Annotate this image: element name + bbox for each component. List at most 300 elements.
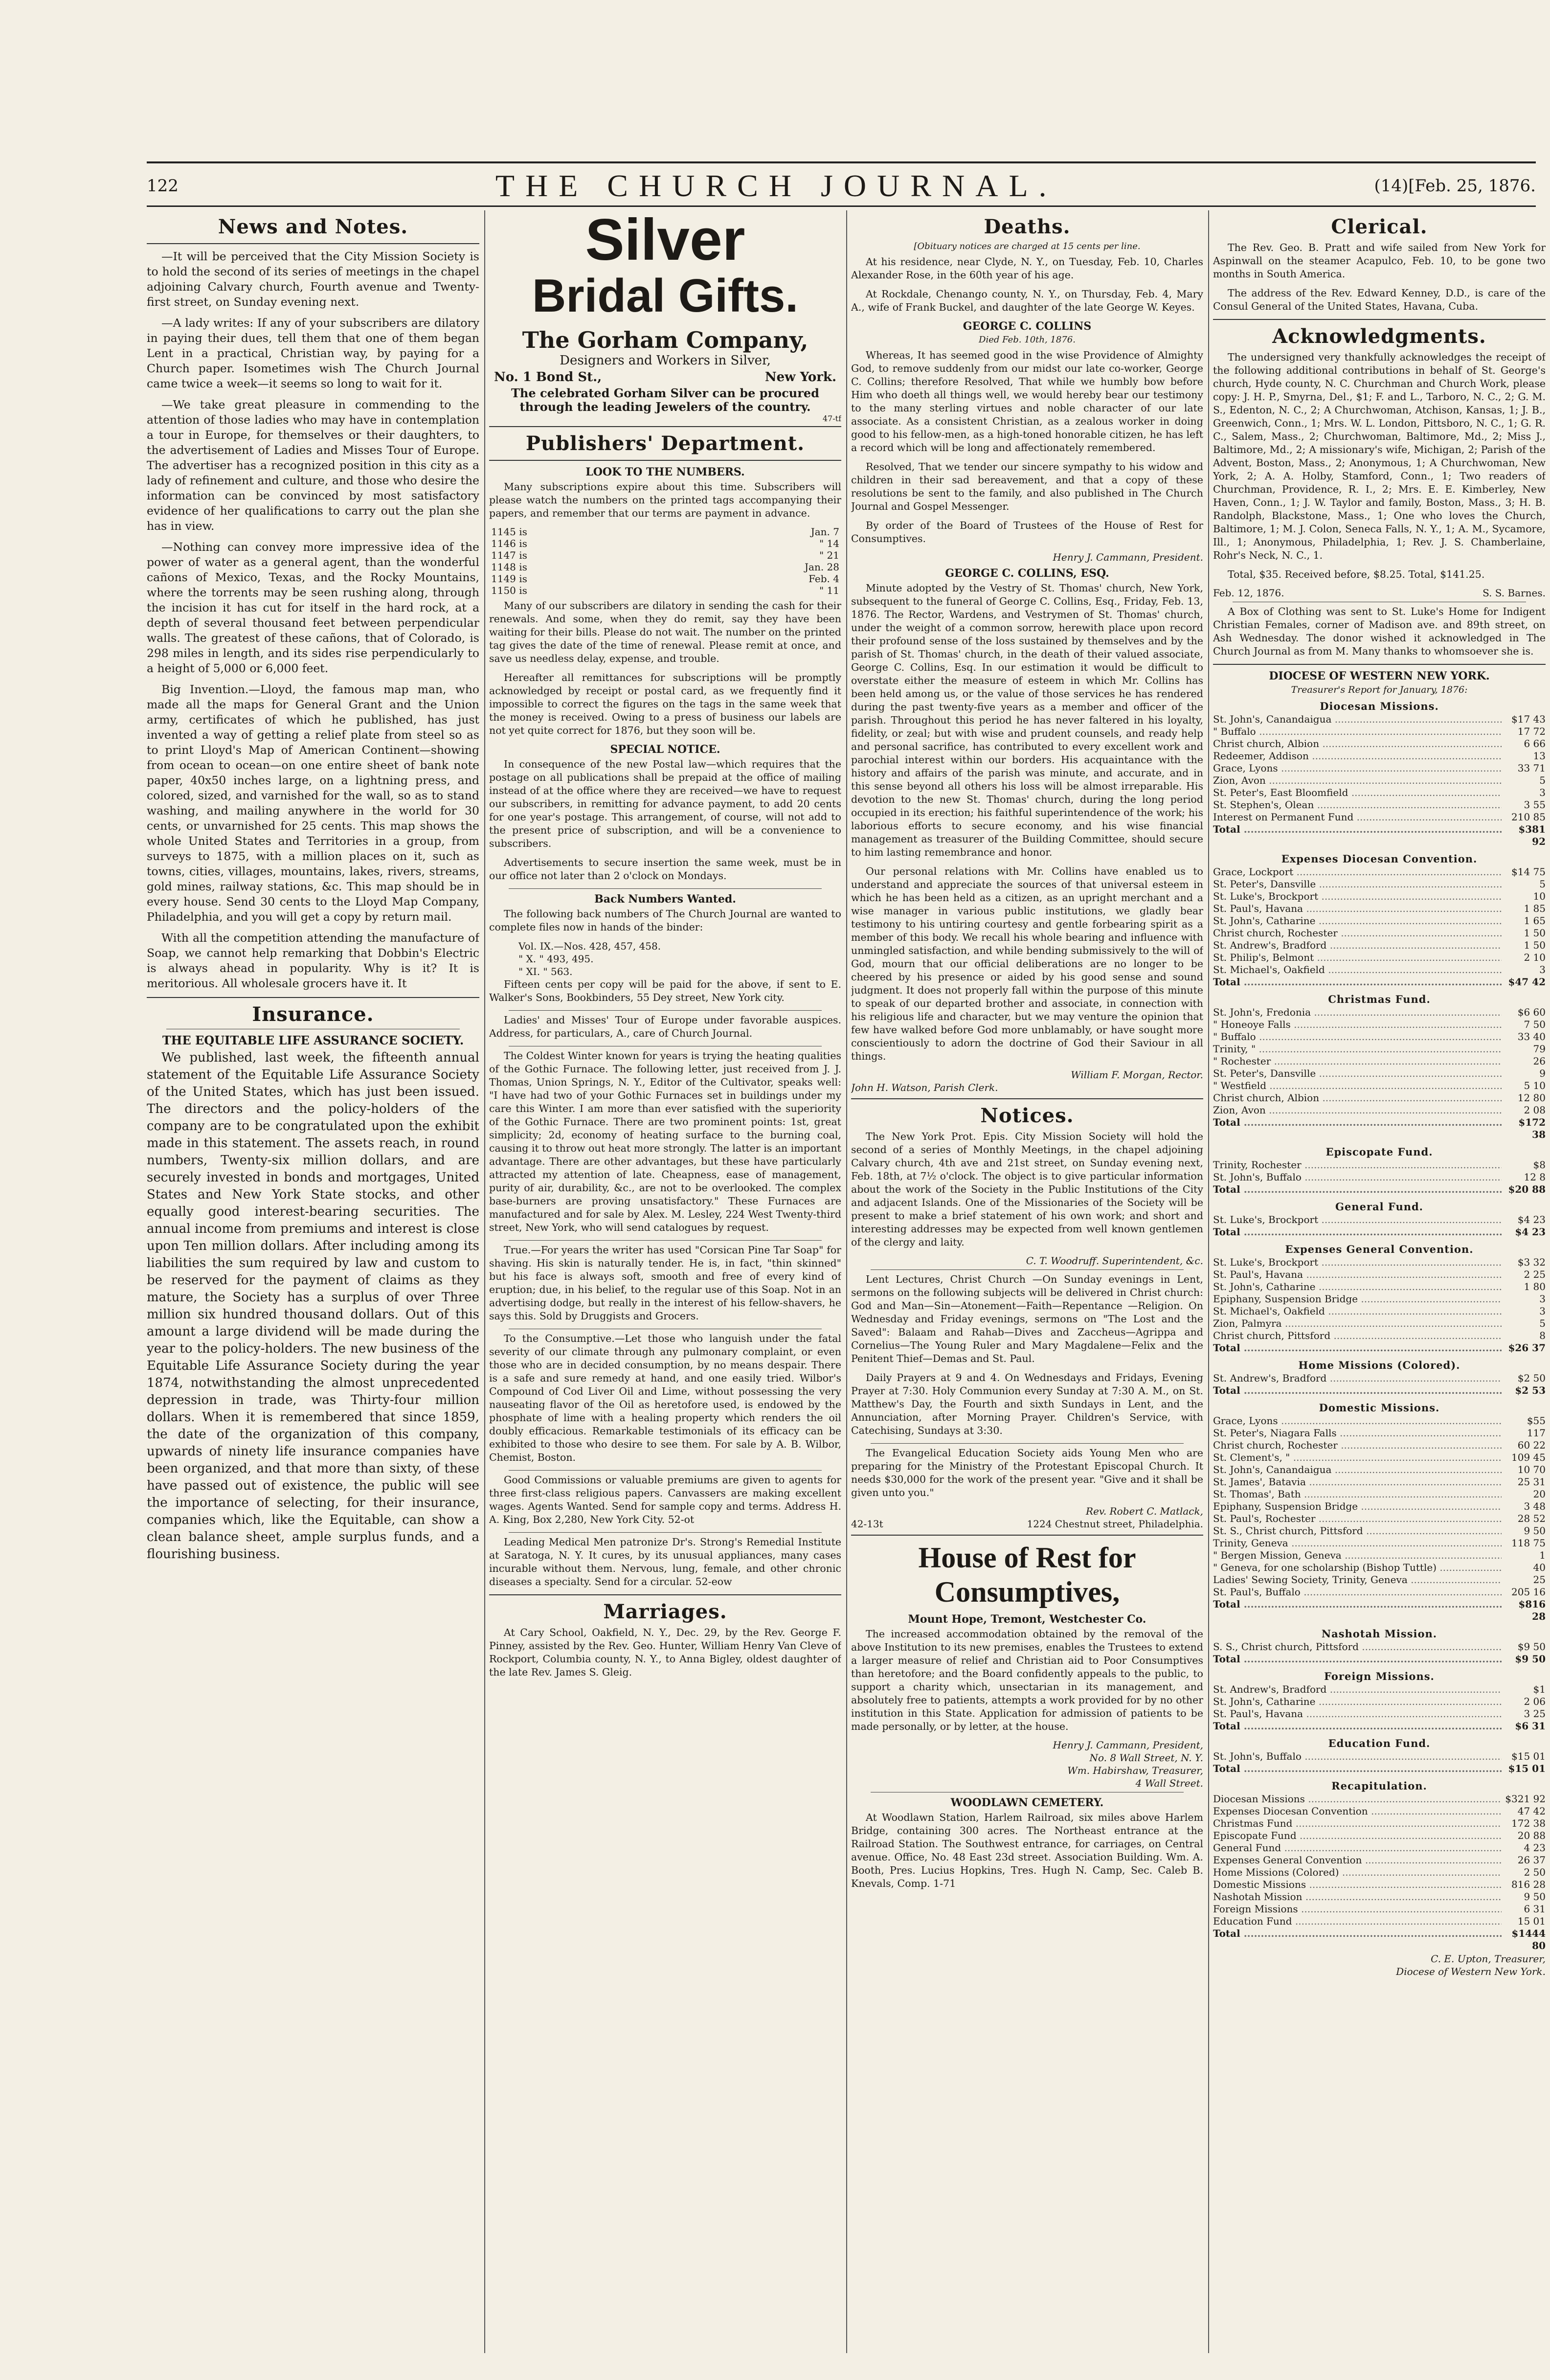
- report-row-amount: 7 50: [1524, 1019, 1546, 1030]
- report-row-label: St. Thomas', Bath .....: [1213, 1488, 1502, 1500]
- report-total-label: Total .....: [1213, 1598, 1502, 1623]
- divider: [509, 888, 822, 889]
- report-row-amount: 109 45: [1511, 1451, 1546, 1463]
- expiry-date: Jan. 7: [810, 526, 839, 538]
- report-row-amount: 117: [1527, 1427, 1546, 1439]
- report-row-amount: 1 80: [1524, 1281, 1546, 1292]
- report-subtitle: Treasurer's Report for January, 1876:: [1291, 684, 1468, 695]
- report-row-amount: $14 75: [1511, 866, 1546, 878]
- notice-text: Many of our subscribers are dilatory in sending the cash for their renewals. And some, when they do remit, say they have been waiting for their bills. Please do not wait. The number on the printed tag gives the date of the time of renewal. Please remit at once, and save us needless delay, expense, and trouble.: [489, 600, 841, 664]
- notice-text: The following back numbers of The Church Journal are wanted to complete files now in hands of the binder:: [489, 908, 841, 933]
- report-row-amount: 2 10: [1524, 952, 1546, 963]
- report-row: [1213, 774, 1546, 787]
- report-row-amount: 2 08: [1524, 1104, 1546, 1116]
- column-divider: [484, 210, 485, 2353]
- report-row: [1213, 1708, 1546, 1720]
- report-row-label: Ladies' Sewing Society, Trinity, Geneva .....: [1213, 1574, 1502, 1586]
- report-total-amount: $4 23: [1515, 1226, 1546, 1238]
- divider: [147, 997, 479, 998]
- notice-ref: 42-13t: [851, 1518, 883, 1530]
- report-row: [1213, 878, 1546, 890]
- report-row-label: " Westfield .....: [1213, 1080, 1502, 1092]
- report-row-amount: 10: [1533, 890, 1546, 902]
- notice-text: Daily Prayers at 9 and 4. On Wednesdays and Fridays, Evening Prayer at 7:30. Holy Communion every Sunday at 7:30 A. M., on St. Matthew's Day, the Fourth and sixth Sundays in Lent, and the Annunciation, after Morning Prayer. Children's Service, with Catechising, Sundays at 3:30.: [851, 1372, 1203, 1436]
- divider: [509, 1010, 822, 1011]
- report-row-amount: 40: [1533, 1562, 1546, 1573]
- report-row-amount: 3 25: [1524, 1708, 1546, 1720]
- report-row: [1213, 1641, 1546, 1653]
- report-row-amount: 3: [1539, 964, 1546, 975]
- report-total: [1213, 1598, 1546, 1623]
- label-number: 1150 is: [491, 585, 527, 596]
- notice-address: [851, 1518, 1203, 1530]
- report-row-label: St. Paul's, Havana .....: [1213, 1269, 1502, 1281]
- report-title: DIOCESE OF WESTERN NEW YORK.: [1269, 670, 1490, 682]
- obituary-text: Our personal relations with Mr. Collins have enabled us to understand and appreciate the sources of that universal esteem in which he has been held as a citizen, as an upright merchant and a wise manager in various public institutions, we gladly bear testimony to his untiring courtesy and gentle forbearing spirit as a member of this body. We recall his whole bearing and influence with unmingled satisfaction, and while bending submissively to the will of God, mourn that our official deliberations are no longer to be cheered by his presence or aided by his good sense and sound judgment. It does not properly fall within the purpose of this minute to speak of our departed brother and associate, in connection with his religious life and character, but we may venture the opinion that few have walked before God more unblamably, or have sought more conscientiously to adorn the doctrine of God their Saviour in all things.: [851, 865, 1203, 1062]
- obituary-text: Resolved, That we tender our sincere sympathy to his widow and children in their sad bereavement, and that a copy of these resolutions be sent to the family, and also published in The Church Journal and Gospel Messenger.: [851, 461, 1203, 512]
- report-row-label: Trinity, Geneva .....: [1213, 1537, 1502, 1549]
- report-row: [1213, 1586, 1546, 1598]
- report-section-title: Foreign Missions.: [1324, 1670, 1435, 1682]
- report-row: [1213, 1439, 1546, 1451]
- report-row-amount: 2 25: [1524, 1269, 1546, 1280]
- report-row-label: Trinity, Rochester .....: [1213, 1159, 1502, 1171]
- signature-date: Feb. 12, 1876.: [1213, 587, 1284, 599]
- news-item: —It will be perceived that the City Mission Society is to hold the second of its series of meetings in the chapel adjoining Calvary church, Fourth avenue and Twenty-first street, on Sunday evening next.: [147, 249, 479, 309]
- report-total: [1213, 1384, 1546, 1397]
- report-total-label: Total .....: [1213, 1384, 1502, 1397]
- report-row-amount: $9 50: [1517, 1641, 1546, 1653]
- report-total-amount: $816 28: [1518, 1598, 1546, 1622]
- report-row-label: Epiphany, Suspension Bridge .....: [1213, 1500, 1502, 1513]
- numbers-table: [489, 526, 841, 596]
- report-row-label: St. Paul's, Rochester .....: [1213, 1513, 1502, 1525]
- report-total-label: Total .....: [1213, 1763, 1502, 1775]
- report-row: [1213, 1256, 1546, 1269]
- report-row-label: S. S., Christ church, Pittsford .....: [1213, 1641, 1502, 1653]
- report-row: [1213, 1562, 1546, 1574]
- report-row-label: St. S., Christ church, Pittsford .....: [1213, 1525, 1502, 1537]
- report-row-amount: $17 43: [1511, 713, 1546, 725]
- divider: [1213, 319, 1546, 320]
- report-row-amount: 25: [1533, 1574, 1546, 1586]
- report-row-label: Foreign Missions .....: [1213, 1903, 1502, 1915]
- report-row-label: Trinity, " .....: [1213, 1043, 1502, 1055]
- report-total: [1213, 823, 1546, 848]
- report-row-label: St. Peter's, Dansville .....: [1213, 1067, 1502, 1080]
- report-row-amount: 17 72: [1517, 725, 1546, 737]
- treasurer-report: [1213, 700, 1546, 1952]
- report-row-label: St. Philip's, Belmont .....: [1213, 952, 1502, 964]
- report-row-label: St. Michael's, Oakfield .....: [1213, 964, 1502, 976]
- report-row-label: St. Andrew's, Bradford .....: [1213, 1372, 1502, 1384]
- notice-text: The New York Prot. Epis. City Mission Society will hold the second of a series of Monthly Meetings, in the chapel adjoining Calvary church, 4th ave and 21st street, on Sunday evening next, Feb. 18th, at 7½ o'clock. The object is to give particular information about the work of the Society in the Public Institutions of the City and adjacent Islands. One of the Missionaries of the Society will be present to make a brief statement of his own work; and short and interesting addresses may be expected from well known gentlemen of the clergy and laity.: [851, 1131, 1203, 1248]
- report-row: [1213, 1488, 1546, 1500]
- signature: John H. Watson, Parish Clerk.: [851, 1082, 998, 1093]
- report-total-amount: $2 53: [1515, 1384, 1546, 1396]
- report-row-label: Christ church, Rochester .....: [1213, 1439, 1502, 1451]
- report-row-label: Education Fund .....: [1213, 1915, 1502, 1927]
- report-row-amount: 28 52: [1517, 1513, 1546, 1524]
- acknowledgment-text: The undersigned very thankfully acknowledges the receipt of the following additional contributions in behalf of St. George's church, Hyde county, N. C. Churchman and Church Work, please copy: J. H. P., Smyrna, Del., $1; F. and L., Tarboro, N. C., 2; G. M. S., Edenton, N. C., 2; A Churchwoman, Atchison, Kansas, 1; J. B., Greenwich, Conn., 1; Mrs. W. L. London, Pittsboro, N. C., 1; G. R. C., Salem, Mass., 2; Churchwoman, Baltimore, Md., 2; Miss J., Baltimore, Md., 2; A missionary's wife, Michigan, 2; Parish of the Advent, Boston, Mass., 2; Anonymous, 1; A Churchwoman, New York, 2; A. A. Holby, Stamford, Conn., 1; Two readers of Churchman, Providence, R. I., 2; Mrs. E. E. Kimberley, New Haven, Conn., 1; J. W. Taylor and family, Boston, Mass., 3; H. B. Randolph, Blackstone, Mass., 1; One who loves the Church, Baltimore, 1; M. J. Colon, Seneca Falls, N. Y., 1; A. M., Sycamore, Ill., 1; Anonymous, Philadelphia, 1; Rev. J. S. Chamberlaine, Rohr's Neck, N. C., 1.: [1213, 351, 1546, 561]
- report-row: [1213, 1464, 1546, 1476]
- report-row-amount: 26 37: [1517, 1854, 1546, 1866]
- label-number: 1146 is: [491, 538, 527, 549]
- report-row: [1213, 1817, 1546, 1830]
- notice-text: At Woodlawn Station, Harlem Railroad, six miles above Harlem Bridge, containing 300 acres. The Northeast entrance at the Railroad Station. The Southwest entrance, for carriages, on Central avenue. Office, No. 48 East 23d street. Association Building. Wm. A. Booth, Pres. Lucius Hopkins, Tres. Hugh N. Camp, Sec. Caleb B. Knevals, Comp. 1-71: [851, 1812, 1203, 1889]
- divider: [509, 1240, 822, 1241]
- column-publishers: [489, 210, 841, 2353]
- report-row: [1213, 866, 1546, 878]
- report-total-amount: $26 37: [1508, 1342, 1546, 1354]
- report-row: [1213, 1683, 1546, 1696]
- report-row: [1213, 1793, 1546, 1805]
- notice-text: A Box of Clothing was sent to St. Luke's Home for Indigent Christian Females, corner of Madison ave. and 89th street, on Ash Wednesday. The donor wished it acknowledged in The Church Journal as from M. Many thanks to whomsoever she is.: [1213, 606, 1546, 657]
- clerical-item: The address of the Rev. Edward Kenney, D.D., is care of the Consul General of the United States, Havana, Cuba.: [1213, 287, 1546, 312]
- report-row-amount: 3: [1539, 1293, 1546, 1305]
- divider: [489, 460, 841, 461]
- page-number: 122: [147, 176, 179, 196]
- report-row-label: Christ church, Albion .....: [1213, 738, 1502, 750]
- report-row: [1213, 939, 1546, 952]
- report-row: [1213, 1574, 1546, 1586]
- report-row: [1213, 1915, 1546, 1927]
- report-row-amount: 9 50: [1524, 1891, 1546, 1903]
- report-total-amount: $9 50: [1515, 1653, 1546, 1665]
- report-row: [1213, 1006, 1546, 1019]
- report-row-amount: 2 06: [1524, 1696, 1546, 1707]
- report-row-label: St. Luke's, Brockport .....: [1213, 1256, 1502, 1269]
- section-heading-acknowledgments: Acknowledgments.: [1272, 325, 1486, 348]
- report-total-label: Total .....: [1213, 1653, 1502, 1665]
- signature: William F. Morgan, Rector.: [1071, 1069, 1203, 1081]
- report-row-amount: 5: [1539, 1317, 1546, 1329]
- numbers-row: [489, 526, 841, 538]
- report-row: [1213, 1537, 1546, 1549]
- notice-title: SPECIAL NOTICE.: [610, 743, 720, 756]
- report-row-amount: $4 23: [1517, 1214, 1546, 1225]
- notice-title: LOOK TO THE NUMBERS.: [585, 466, 745, 478]
- report-row: [1213, 1891, 1546, 1903]
- news-item: Big Invention.—Lloyd, the famous map man, who made all the maps for General Grant and the Union army, certificates of which he published, has just invented a way of getting a relief plate from steel so as to print Lloyd's Map of American Continent—showing from ocean to ocean—on one entire sheet of bank note paper, 40x50 inches large, on a lightning press, and colored, sized, and varnished for the wall, so as to stand washing, and mailing anywhere in the world for 30 cents, or unvarnished for 25 cents. This map shows the whole United States and Territories in a group, from surveys to 1875, with a million places on it, such as towns, cities, villages, mountains, lakes, rivers, streams, gold mines, railway stations, &c. This map should be in every house. Send 30 cents to the Lloyd Map Company, Philadelphia, and you will get a copy by return mail.: [147, 682, 479, 924]
- report-row-amount: 13: [1533, 750, 1546, 762]
- report-total-amount: $20 88: [1508, 1183, 1546, 1195]
- notice-text: In consequence of the new Postal law—which requires that the postage on all publications shall be prepaid at the office of mailing instead of at the office where they are received—we have to request our subscribers, in remitting for advance payment, to add 20 cents for one year's postage. This arrangement, of course, will not add to the present price of subscription, and will be a convenience to subscribers.: [489, 758, 841, 849]
- report-row: [1213, 1903, 1546, 1915]
- report-row: [1213, 915, 1546, 927]
- report-row: [1213, 1476, 1546, 1488]
- report-total-amount: $381 92: [1518, 823, 1546, 847]
- report-row: [1213, 1830, 1546, 1842]
- notice-text: Lent Lectures, Christ Church —On Sunday evenings in Lent, sermons on the following subjects will be delivered in Christ church: God and Man—Sin—Atonement—Faith—Repentance —Religion. On Wednesday and Friday evenings, sermons on "The Lost and the Saved": Balaam and Rahab—Dives and Zaccheus—Agrippa and Cornelius—The Young Ruler and Mary Magdalene—Felix and the Penitent Thief—Demas and St. Paul.: [851, 1273, 1203, 1364]
- company-name: The Gorham Company,: [522, 327, 809, 353]
- report-row: [1213, 1055, 1546, 1067]
- report-row-label: Home Missions (Colored) .....: [1213, 1866, 1502, 1879]
- report-row-amount: 10 70: [1517, 1464, 1546, 1475]
- report-row: [1213, 1372, 1546, 1384]
- report-row-amount: 3 48: [1524, 1500, 1546, 1512]
- report-row-amount: 9 50: [1524, 1525, 1546, 1537]
- report-section-title: Home Missions (Colored).: [1298, 1359, 1460, 1371]
- report-row-amount: $3 32: [1517, 1256, 1546, 1268]
- notice-text: The increased accommodation obtained by the removal of the above Institution to its new premises, enables the Trustees to extend a larger measure of relief and Christian aid to Poor Consumptives than heretofore; and the Board confidently appeals to the public, to support a charity which, unsectarian in its management, and absolutely free to patients, attempts a work provided for by no other institution in this State. Application for admission of patients to be made personally, or by letter, at the house.: [851, 1628, 1203, 1732]
- report-row: [1213, 1427, 1546, 1439]
- expiry-date: Jan. 28: [805, 561, 839, 573]
- report-row: [1213, 903, 1546, 915]
- report-row: [1213, 1043, 1546, 1055]
- article-title: THE EQUITABLE LIFE ASSURANCE SOCIETY.: [162, 1033, 464, 1047]
- death-notice: At his residence, near Clyde, N. Y., on Tuesday, Feb. 10, Charles Alexander Rose, in the 60th year of his age.: [851, 256, 1203, 281]
- report-section-title: Expenses General Convention.: [1285, 1243, 1474, 1255]
- report-row-amount: $15 01: [1511, 1750, 1546, 1762]
- report-row: [1213, 1842, 1546, 1854]
- numbers-row: [489, 573, 841, 585]
- divider: [1213, 664, 1546, 665]
- obituary-text: By order of the Board of Trustees of the House of Rest for Consumptives.: [851, 520, 1203, 544]
- report-row-amount: 816 28: [1511, 1879, 1546, 1890]
- report-row: [1213, 1293, 1546, 1305]
- report-total: [1213, 1116, 1546, 1141]
- report-row-amount: 3: [1539, 787, 1546, 798]
- report-total-amount: $15 01: [1508, 1763, 1546, 1774]
- report-section-title: Diocesan Missions.: [1320, 700, 1439, 712]
- report-row-label: Christ church, Albion .....: [1213, 1092, 1502, 1104]
- report-row-amount: 5: [1539, 878, 1546, 890]
- address-city: New York.: [764, 370, 836, 385]
- report-row: [1213, 1854, 1546, 1866]
- report-row-amount: $6 60: [1517, 1006, 1546, 1018]
- marriage-notice: At Cary School, Oakfield, N. Y., Dec. 29, by the Rev. George F. Pinney, assisted by the Rev. Geo. Hunter, William Henry Van Cleve of Rockport, Columbia county, N. Y., to Anna Bigley, oldest daughter of the late Rev. James S. Gleig.: [489, 1627, 841, 1678]
- report-total-amount: $47 42: [1508, 976, 1546, 988]
- signature: Rev. Robert C. Matlack,: [1086, 1505, 1203, 1517]
- report-row-amount: 12 80: [1517, 1092, 1546, 1104]
- report-row-amount: 1 50: [1524, 939, 1546, 951]
- divider: [851, 1535, 1203, 1536]
- report-row-amount: 210 85: [1511, 811, 1546, 823]
- notice-text: Advertisements to secure insertion the same week, must be in our office not later than 2 o'clock on Mondays.: [489, 857, 841, 882]
- report-row: [1213, 1214, 1546, 1226]
- column-deaths-notices: [851, 210, 1203, 2353]
- report-row-label: Nashotah Mission .....: [1213, 1891, 1502, 1903]
- report-row-label: " Buffalo .....: [1213, 725, 1502, 738]
- obituary-text: Whereas, It has seemed good in the wise Providence of Almighty God, to remove suddenly from our midst our late co-worker, George C. Collins; therefore Resolved, That while we humbly bow before Him who doeth all things well, we would hereby bear our testimony to the many sterling virtues and noble character of our late associate. As a consistent Christian, as a zealous worker in doing good to his fellow-men, as a high-toned honorable citizen, he has left a record which will be long and affectionately remembered.: [851, 349, 1203, 453]
- divider: [871, 1269, 1184, 1270]
- acknowledgment-signature: [1213, 587, 1546, 599]
- report-row-amount: 20: [1533, 1488, 1546, 1500]
- report-row: [1213, 1879, 1546, 1891]
- report-row-amount: 9: [1539, 1067, 1546, 1079]
- report-row-label: Zion, Avon .....: [1213, 774, 1502, 787]
- report-total-label: Total .....: [1213, 1342, 1502, 1354]
- report-row-amount: $8: [1533, 1159, 1546, 1171]
- report-row-label: Grace, Lyons .....: [1213, 762, 1502, 774]
- report-row-label: Diocesan Missions .....: [1213, 1793, 1502, 1805]
- report-row-label: Zion, Palmyra .....: [1213, 1317, 1502, 1330]
- report-row-label: St. Clement's, " .....: [1213, 1451, 1502, 1464]
- report-row: [1213, 762, 1546, 774]
- section-heading-publishers: Publishers' Department.: [525, 432, 805, 455]
- back-numbers-list: [489, 940, 841, 978]
- signature-name: S. S. Barnes.: [1483, 587, 1546, 599]
- expiry-date: " 21: [819, 549, 839, 561]
- report-row-label: St. James', Batavia .....: [1213, 1476, 1502, 1488]
- report-row-amount: 118 75: [1511, 1537, 1546, 1549]
- notice-text: Ladies' and Misses' Tour of Europe under favorable auspices. Address, for particulars, A., care of Church Journal.: [489, 1014, 841, 1039]
- report-section-title: Expenses Diocesan Convention.: [1281, 853, 1478, 865]
- report-row: [1213, 750, 1546, 762]
- report-row-amount: 6 31: [1524, 1903, 1546, 1915]
- report-total: [1213, 1927, 1546, 1952]
- notice-text: Fifteen cents per copy will be paid for the above, if sent to E. Walker's Sons, Bookbinders, 55 Dey street, New York city.: [489, 978, 841, 1003]
- report-section-title: Christmas Fund.: [1328, 993, 1431, 1005]
- report-row-amount: 1: [1539, 1549, 1546, 1561]
- top-rule: [147, 161, 1536, 163]
- report-row-amount: 79: [1533, 1043, 1546, 1055]
- report-row-amount: 5 10: [1524, 1080, 1546, 1091]
- report-row: [1213, 1104, 1546, 1116]
- house-of-rest-title: House of Rest for Consumptives,: [918, 1541, 1136, 1608]
- obituary-title: GEORGE C. COLLINS, ESQ.: [945, 567, 1109, 580]
- ad-note: The celebrated Gorham Silver can be procured through the leading Jewelers of the country.: [511, 386, 819, 414]
- report-row: [1213, 1159, 1546, 1171]
- notice-text: Many subscriptions expire about this time. Subscribers will please watch the numbers on the printed tags accompanying their papers, and remember that our terms are payment in advance.: [489, 481, 841, 519]
- news-item: —We take great pleasure in commending to the attention of those ladies who may have in contemplation a tour in Europe, for themselves or their daughters, to the advertisement of Ladies and Misses Tour of Europe. The advertiser has a recognized position in this city as a lady of refinement and culture, and those who desire the information can be convinced by most satisfactory evidence of her qualifications to carry out the plan she has in view.: [147, 398, 479, 533]
- report-total: [1213, 1720, 1546, 1732]
- notice-title: WOODLAWN CEMETERY.: [950, 1796, 1104, 1809]
- ad-headline: Bridal Gifts.: [532, 270, 799, 322]
- report-row-label: St. Paul's, Havana .....: [1213, 1708, 1502, 1720]
- section-heading-insurance: Insurance.: [252, 1003, 374, 1026]
- report-row-label: St. Andrew's, Bradford .....: [1213, 1683, 1502, 1696]
- notice-text: True.—For years the writer has used "Corsican Pine Tar Soap" for shaving. His skin is naturally tender. He is, in fact, "thin skinned" but his face is always soft, smooth and free of every kind of eruption; due, in his belief, to the regular use of this Soap. Not in an advertising dodge, but really in the interest of his fellow-shavers, he says this. Sold by Druggists and Grocers.: [489, 1244, 841, 1322]
- column-divider: [846, 210, 847, 2353]
- back-number-line: Vol. IX.—Nos. 428, 457, 458.: [518, 940, 661, 952]
- numbers-row: [489, 585, 841, 596]
- report-row: [1213, 1549, 1546, 1562]
- report-total-label: Total .....: [1213, 1183, 1502, 1196]
- report-row: [1213, 1805, 1546, 1817]
- report-section-title: Education Fund.: [1328, 1737, 1431, 1749]
- report-row: [1213, 927, 1546, 939]
- signature: Henry J. Cammann, President.: [1053, 551, 1203, 563]
- report-total-label: Total .....: [1213, 1116, 1502, 1141]
- acknowledgment-total: Total, $35. Received before, $8.25. Total, $141.25.: [1228, 568, 1485, 580]
- issue-date: (14)[Feb. 25, 1876.: [1374, 176, 1536, 196]
- ad-reference: 47-tf: [822, 414, 841, 423]
- report-row: [1213, 1500, 1546, 1513]
- report-row: [1213, 787, 1546, 799]
- report-row-amount: $2 50: [1517, 1372, 1546, 1384]
- obituary-text: Minute adopted by the Vestry of St. Thomas' church, New York, subsequent to the funeral of George C. Collins, Esq., Friday, Feb. 13, 1876. The Rector, Wardens, and Vestrymen of St. Thomas' church, under the weight of a common sorrow, herewith place upon record their profound sense of the loss sustained by themselves and by the parish of St. Thomas' church, in the death of their valued associate, George C. Collins, Esq. In our estimation it would be difficult to overstate either the measure of esteem in which Mr. Collins has been held among us, or the value of those services he has rendered during the past twenty-five years as a member and officer of the parish. Throughout this period he has never faltered in his loyalty, fidelity, or zeal; but with wise and prudent counsels, and ready help and personal sacrifice, has contributed to every excellent work and parochial interest within our borders. His acquaintance with the history and affairs of the parish was minute, and accurate, and in this sense beyond all others his loss will be almost irreparable. His devotion to the new St. Thomas' church, during the long period occupied in its erection; his faithful superintendence of the work; his laborious efforts to secure economy, and his wise financial management as treasurer of the Building Committee, should secure to him lasting remembrance and honor.: [851, 582, 1203, 858]
- report-row-label: St. Paul's, Buffalo .....: [1213, 1586, 1502, 1598]
- ad-headline: Silver: [585, 210, 745, 272]
- report-total-amount: $172 38: [1518, 1116, 1546, 1140]
- column-clerical: [1213, 210, 1546, 2353]
- report-row-amount: 8: [1539, 1330, 1546, 1341]
- obituary-title: GEORGE C. COLLINS: [963, 320, 1092, 333]
- report-row-amount: 6 66: [1524, 738, 1546, 749]
- expiry-date: " 14: [819, 538, 839, 549]
- report-total: [1213, 1226, 1546, 1238]
- notice-text: The Evangelical Education Society aids Young Men who are preparing for the Ministry of the Protestant Episcopal Church. It needs $30,000 for the work of the present year. "Give and it shall be given unto you.": [851, 1447, 1203, 1498]
- section-heading-clerical: Clerical.: [1331, 215, 1428, 238]
- report-row-amount: $321 92: [1505, 1793, 1546, 1805]
- report-row-label: St. Peter's, East Bloomfield .....: [1213, 787, 1502, 799]
- report-row-amount: $1: [1533, 1683, 1546, 1695]
- report-row: [1213, 738, 1546, 750]
- report-row: [1213, 1415, 1546, 1427]
- report-row-amount: $55: [1527, 1415, 1546, 1427]
- notice-street: 1224 Chestnut street, Philadelphia.: [1027, 1518, 1203, 1530]
- news-item: —Nothing can convey more impressive idea of the power of water as a general agent, than the wonderful cañons of Mexico, Texas, and the Rocky Mountains, where the torrents may be seen rushing along, through the incision it has cut for itself in the hard rock, at a depth of several thousand feet between perpendicular walls. The greatest of these cañons, that of Colorado, is 298 miles in length, and its sides rise perpendicularly to a height of 5,000 or 6,000 feet.: [147, 540, 479, 675]
- report-row-label: Grace, Lockport .....: [1213, 866, 1502, 878]
- report-row: [1213, 964, 1546, 976]
- report-row: [1213, 811, 1546, 823]
- report-row-label: St. Andrew's, Bradford .....: [1213, 939, 1502, 952]
- report-row-amount: 205 16: [1511, 1586, 1546, 1598]
- report-row-label: Expenses General Convention .....: [1213, 1854, 1502, 1866]
- report-row-label: St. John's, Catharine .....: [1213, 1281, 1502, 1293]
- notice-title: Back Numbers Wanted.: [594, 893, 736, 906]
- report-row: [1213, 890, 1546, 903]
- report-row-label: St. Luke's, Brockport .....: [1213, 1214, 1502, 1226]
- report-row-label: St. Michael's, Oakfield .....: [1213, 1305, 1502, 1317]
- page-header: [147, 166, 1536, 205]
- report-row-label: " Honeoye Falls .....: [1213, 1019, 1502, 1031]
- report-row: [1213, 1513, 1546, 1525]
- address-street: No. 1 Bond St.,: [494, 370, 602, 385]
- death-notice: At Rockdale, Chenango county, N. Y., on Thursday, Feb. 4, Mary A., wife of Frank Buckel, and daughter of the late George W. Keyes.: [851, 288, 1203, 313]
- section-heading-notices: Notices.: [980, 1104, 1074, 1127]
- report-row: [1213, 1451, 1546, 1464]
- divider: [509, 1532, 822, 1533]
- report-row-label: St. Peter's, Niagara Falls .....: [1213, 1427, 1502, 1439]
- signature: C. T. Woodruff. Superintendent, &c.: [1026, 1255, 1203, 1267]
- back-number-line: " X. " 493, 495.: [518, 953, 594, 965]
- report-section-title: General Fund.: [1335, 1201, 1423, 1213]
- label-number: 1149 is: [491, 573, 527, 585]
- report-row-label: St. Luke's, Brockport .....: [1213, 890, 1502, 903]
- report-row-amount: 15 01: [1517, 1915, 1546, 1927]
- report-total: [1213, 1183, 1546, 1196]
- section-heading-deaths: Deaths.: [984, 215, 1071, 238]
- report-row-label: St. Paul's, Havana .....: [1213, 903, 1502, 915]
- insurance-article: We published, last week, the fifteenth annual statement of the Equitable Life Assurance Society of the United States, which has just been issued. The directors and the policy-holders of the company are to be congratulated upon the exhibit made in this statement. The assets reach, in round numbers, Twenty-six million dollars, and are securely invested in bonds and mortgages, United States and New York State stocks, and other equally good interest-bearing securities. The annual income from premiums and interest is close upon Ten million dollars. After including among its liabilities the sum required by law and custom to be reserved for the payment of claims as they mature, the Society has a surplus of over Three million six hundred thousand dollars. Out of this amount a large dividend will be made during the year to the policy-holders. The new business of the Equitable Life Assurance Society during the year 1874, notwithstanding the almost unprecedented depression in trade, was Thirty-four million dollars. When it is remembered that since 1859, the date of the organization of this company, upwards of ninety life insurance companies have been organized, and that more than sixty, of these have passed out of existence, the public will see the importance of selecting, for their insurance, companies which, like the Equitable, can show a clean balance sheet, ample surplus funds, and a flourishing business.: [147, 1050, 479, 1562]
- report-row-label: " Bergen Mission, Geneva .....: [1213, 1549, 1502, 1562]
- report-row-label: Zion, Avon .....: [1213, 1104, 1502, 1116]
- notice-text: Leading Medical Men patronize Dr's. Strong's Remedial Institute at Saratoga, N. Y. It cures, by its unusual appliances, many cases incurable without them. Nervous, lung, female, and other chronic diseases a specialty. Send for a circular. 52-eow: [489, 1536, 841, 1587]
- report-total-label: Total .....: [1213, 823, 1502, 848]
- report-row-amount: 5: [1539, 774, 1546, 786]
- label-number: 1148 is: [491, 561, 527, 573]
- report-row-label: " Geneva, for one scholarship (Bishop Tuttle) .....: [1213, 1562, 1502, 1574]
- label-number: 1147 is: [491, 549, 527, 561]
- signature: Diocese of Western New York.: [1396, 1966, 1546, 1977]
- report-total-amount: $6 31: [1515, 1720, 1546, 1732]
- report-row-amount: 20 88: [1517, 1830, 1546, 1841]
- report-row: [1213, 1031, 1546, 1043]
- report-row: [1213, 1330, 1546, 1342]
- divider: [489, 1594, 841, 1595]
- report-row-label: St. John's, Canandaigua .....: [1213, 1464, 1502, 1476]
- numbers-row: [489, 549, 841, 561]
- report-row: [1213, 1696, 1546, 1708]
- obituary-date: Died Feb. 10th, 1876.: [979, 335, 1076, 345]
- header-rule: [147, 205, 1536, 207]
- report-row: [1213, 1750, 1546, 1763]
- company-tagline: Designers and Workers in Silver,: [560, 353, 771, 368]
- report-row-label: Episcopate Fund .....: [1213, 1830, 1502, 1842]
